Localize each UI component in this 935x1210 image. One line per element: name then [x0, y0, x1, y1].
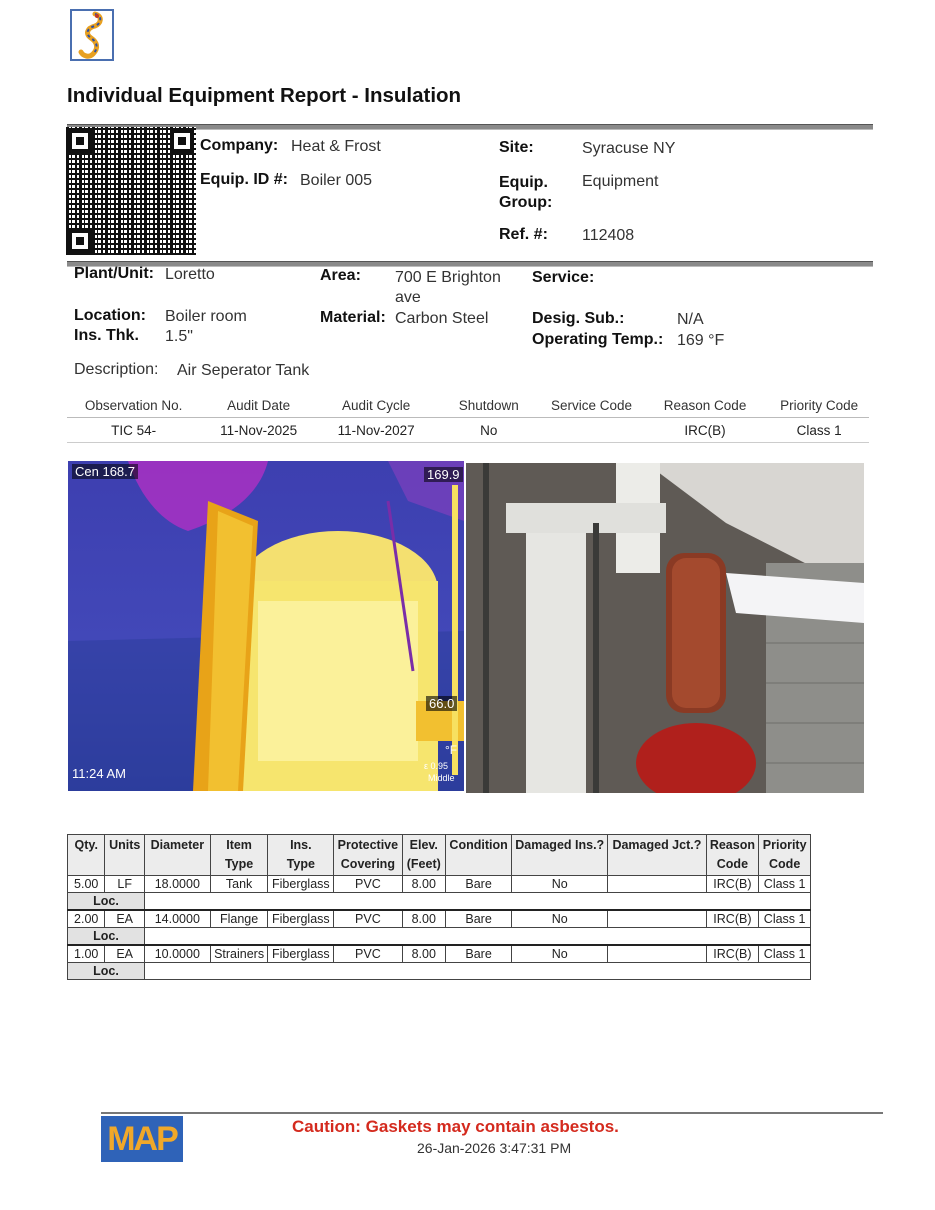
table-row	[68, 910, 811, 928]
report-timestamp: 26-Jan-2026 3:47:31 PM	[417, 1140, 572, 1156]
equip-id-label: Equip. ID #:	[200, 171, 288, 188]
table-cell: 8.00	[402, 910, 446, 928]
obs-header: Observation No.	[84, 397, 183, 413]
table-cell: Class 1	[759, 910, 811, 928]
table-cell: 18.0000	[144, 876, 210, 893]
table-cell: PVC	[334, 876, 402, 893]
obs-value: IRC(B)	[684, 422, 726, 438]
thermal-min-readout: 66.0	[426, 696, 457, 711]
table-header-row	[68, 835, 811, 876]
description-value: Air Seperator Tank	[177, 362, 310, 379]
table-header-cell: Condition	[446, 835, 512, 876]
loc-value	[144, 963, 810, 980]
obs-header: Audit Date	[227, 397, 291, 413]
table-cell: PVC	[334, 910, 402, 928]
table-header-cell: Elev. (Feet)	[402, 835, 446, 876]
table-row	[68, 876, 811, 893]
loc-label: Loc.	[68, 963, 145, 980]
table-header-cell: Damaged Ins.?	[512, 835, 608, 876]
table-header-cell: Priority Code	[759, 835, 811, 876]
table-cell: Bare	[446, 945, 512, 963]
table-cell: EA	[105, 910, 144, 928]
table-cell: Fiberglass	[268, 910, 334, 928]
table-cell: IRC(B)	[706, 876, 759, 893]
material-value: Carbon Steel	[395, 310, 489, 327]
obs-value: Class 1	[796, 422, 842, 438]
table-cell: Bare	[446, 876, 512, 893]
company-value: Heat & Frost	[291, 138, 381, 155]
area-label: Area:	[320, 267, 361, 284]
table-cell: No	[512, 945, 608, 963]
table-loc-row	[68, 963, 811, 980]
table-loc-row	[68, 893, 811, 911]
obs-header: Priority Code	[780, 397, 859, 413]
obs-header: Shutdown	[458, 397, 519, 413]
obs-header: Audit Cycle	[342, 397, 411, 413]
company-label: Company:	[200, 137, 279, 154]
table-cell: Class 1	[759, 945, 811, 963]
table-cell: No	[512, 910, 608, 928]
table-header-cell: Diameter	[144, 835, 210, 876]
loc-value	[144, 893, 810, 911]
location-label: Location:	[74, 307, 146, 324]
table-cell: IRC(B)	[706, 945, 759, 963]
thermal-unit: °F	[445, 743, 458, 757]
op-temp-label: Operating Temp.:	[532, 331, 664, 348]
thermal-image	[68, 461, 464, 791]
ins-thk-label: Ins. Thk.	[74, 327, 139, 344]
ins-thk-value: 1.5"	[165, 328, 193, 345]
equip-group-value: Equipment	[582, 173, 659, 190]
table-cell	[608, 876, 706, 893]
table-cell: 8.00	[402, 945, 446, 963]
table-cell: 1.00	[68, 945, 105, 963]
location-value: Boiler room	[165, 308, 247, 325]
table-cell: Bare	[446, 910, 512, 928]
table-cell: 10.0000	[144, 945, 210, 963]
loc-label: Loc.	[68, 928, 145, 946]
table-loc-row	[68, 928, 811, 946]
table-cell: Class 1	[759, 876, 811, 893]
footer-rule	[101, 1112, 883, 1114]
table-cell: PVC	[334, 945, 402, 963]
plant-value: Loretto	[165, 266, 215, 283]
equip-group-label: Equip. Group:	[499, 174, 553, 211]
area-value: 700 E Brighton ave	[395, 269, 501, 306]
table-cell: Flange	[210, 910, 268, 928]
desig-label: Desig. Sub.:	[532, 310, 625, 327]
table-header-cell: Item Type	[210, 835, 268, 876]
table-header-cell: Reason Code	[706, 835, 759, 876]
equipment-table	[67, 834, 811, 980]
table-header-cell: Protective Covering	[334, 835, 402, 876]
thermal-max-readout: 169.9	[424, 467, 463, 482]
description-label: Description:	[74, 361, 159, 378]
company-logo	[69, 8, 115, 62]
map-logo	[101, 1116, 183, 1162]
thermal-mode: Middle	[428, 773, 455, 783]
site-value: Syracuse NY	[582, 140, 676, 157]
table-cell: 14.0000	[144, 910, 210, 928]
table-cell: Fiberglass	[268, 876, 334, 893]
table-cell: EA	[105, 945, 144, 963]
table-cell: Tank	[210, 876, 268, 893]
qr-code	[66, 127, 196, 255]
table-cell: IRC(B)	[706, 910, 759, 928]
obs-header: Service Code	[550, 397, 632, 413]
table-cell	[608, 945, 706, 963]
obs-value: 11-Nov-2027	[337, 422, 415, 438]
equip-id-value: Boiler 005	[300, 172, 373, 189]
obs-value: TIC 54-	[111, 422, 157, 438]
table-cell	[608, 910, 706, 928]
service-label: Service:	[532, 269, 595, 286]
obs-header: Reason Code	[663, 397, 747, 413]
table-cell: Fiberglass	[268, 945, 334, 963]
table-header-cell: Damaged Jct.?	[608, 835, 706, 876]
page-title: Individual Equipment Report - Insulation	[67, 84, 462, 107]
thermal-time: 11:24 AM	[72, 766, 126, 781]
equipment-table-wrap	[67, 834, 811, 980]
equipment-photo	[466, 463, 864, 793]
table-row	[68, 945, 811, 963]
table-cell: LF	[105, 876, 144, 893]
table-cell: 8.00	[402, 876, 446, 893]
thermal-center-readout: Cen 168.7	[72, 464, 138, 479]
table-header-cell: Qty.	[68, 835, 105, 876]
map-logo-text: MAP	[107, 1119, 177, 1158]
table-cell: 2.00	[68, 910, 105, 928]
table-header-cell: Units	[105, 835, 144, 876]
desig-value: N/A	[677, 311, 704, 328]
observation-table	[67, 393, 869, 443]
caution-text: Caution: Gaskets may contain asbestos.	[292, 1117, 619, 1136]
thermal-emissivity: ε 0.95	[424, 761, 449, 771]
obs-value: No	[480, 422, 498, 438]
ref-value: 112408	[582, 227, 635, 244]
material-label: Material:	[320, 309, 386, 326]
site-label: Site:	[499, 139, 534, 156]
loc-value	[144, 928, 810, 946]
op-temp-value: 169 °F	[677, 332, 725, 349]
plant-label: Plant/Unit:	[74, 265, 154, 282]
obs-value: 11-Nov-2025	[220, 422, 298, 438]
table-header-cell: Ins. Type	[268, 835, 334, 876]
table-cell: 5.00	[68, 876, 105, 893]
table-cell: Strainers	[210, 945, 268, 963]
loc-label: Loc.	[68, 893, 145, 911]
ref-label: Ref. #:	[499, 226, 548, 243]
table-cell: No	[512, 876, 608, 893]
